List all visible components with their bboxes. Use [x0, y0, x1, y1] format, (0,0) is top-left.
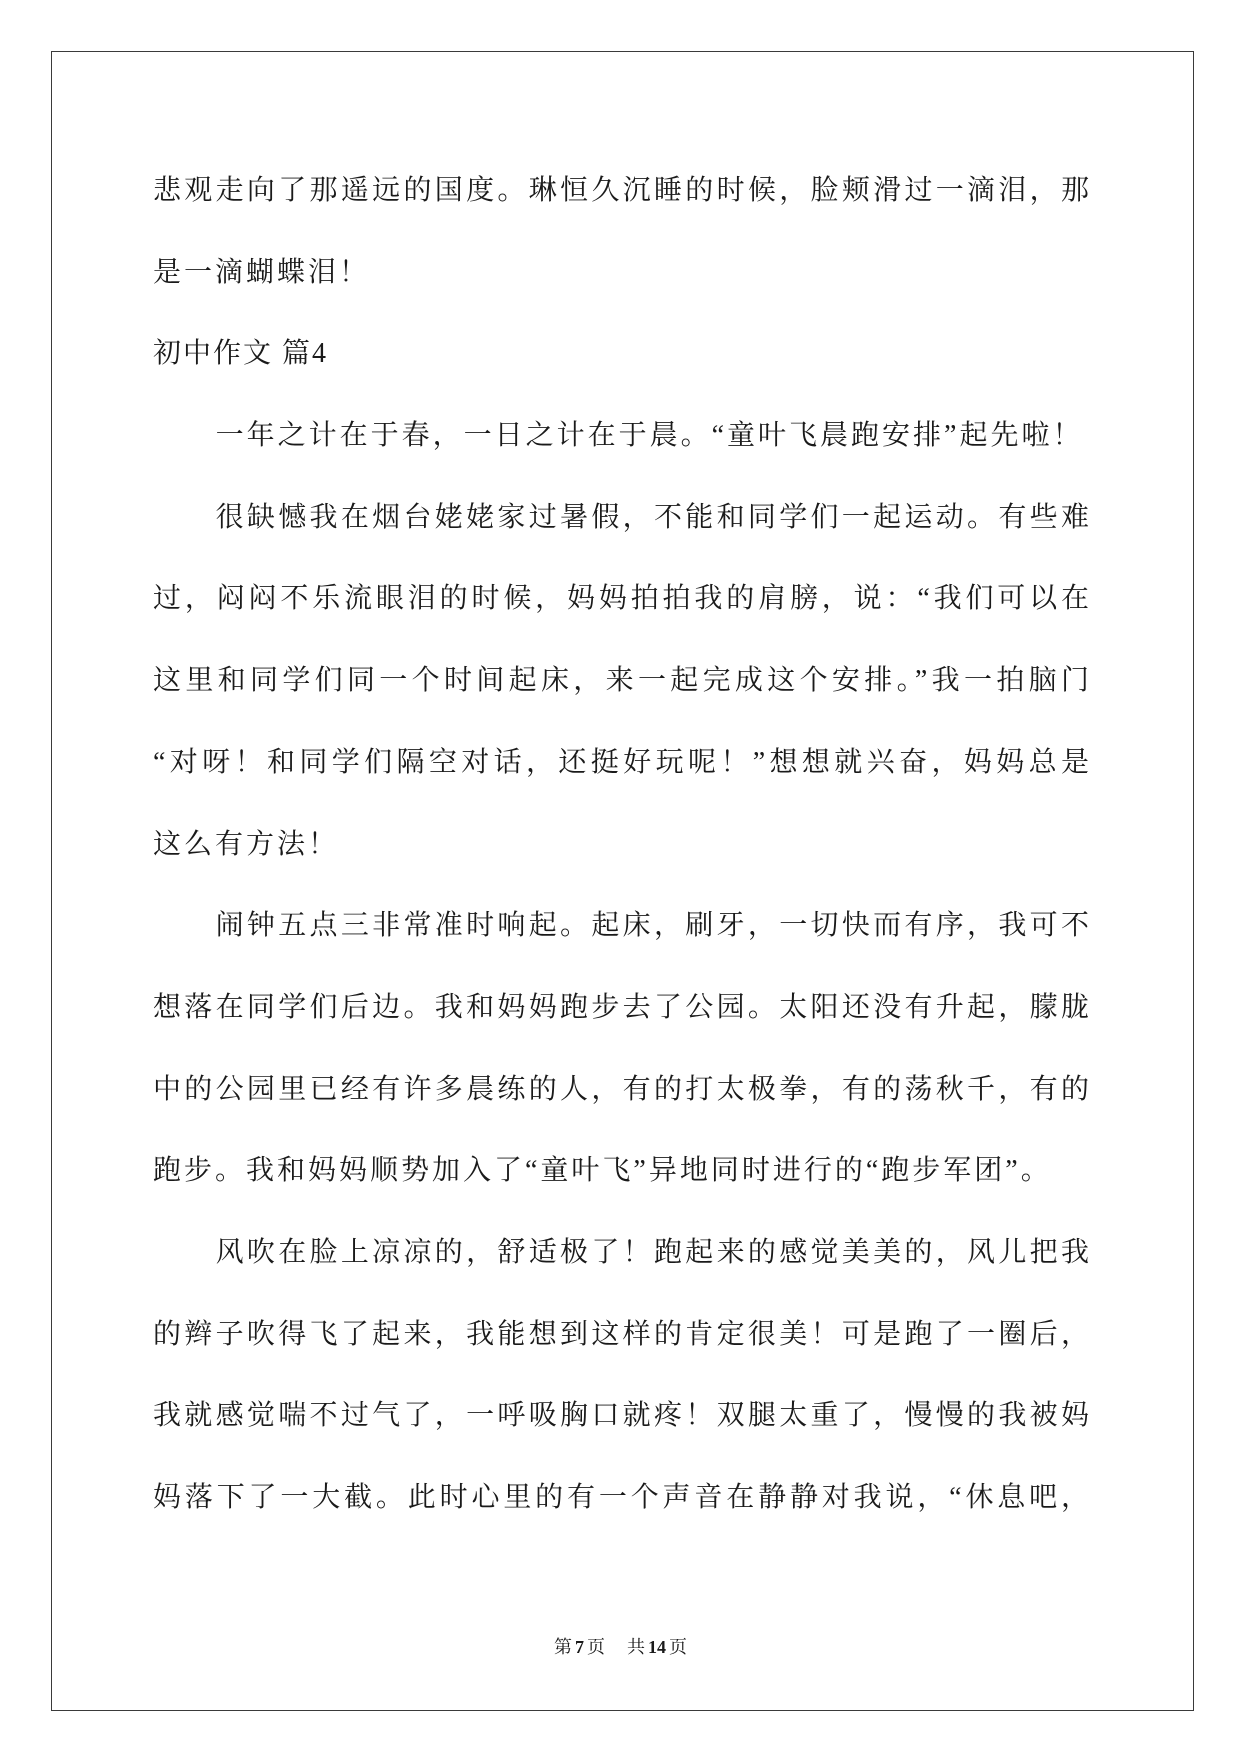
text-line: 这里和同学们同一个时间起床，来一起完成这个安排。”我一拍脑门 — [153, 665, 1092, 697]
total-prefix: 共 — [627, 1637, 645, 1657]
text-line: 跑步。我和妈妈顺势加入了“童叶飞”异地同时进行的“跑步军团”。 — [153, 1155, 1052, 1187]
text-line: 是一滴蝴蝶泪！ — [153, 256, 371, 288]
page-footer — [0, 1635, 1241, 1659]
text-line: 风吹在脸上凉凉的，舒适极了！跑起来的感觉美美的，风儿把我 — [215, 1236, 1092, 1268]
page-suffix: 页 — [587, 1637, 605, 1657]
text-line: 我就感觉喘不过气了，一呼吸胸口就疼！双腿太重了，慢慢的我被妈 — [153, 1400, 1092, 1432]
text-line: “对呀！和同学们隔空对话，还挺好玩呢！”想想就兴奋，妈妈总是 — [153, 746, 1092, 778]
text-line: 中的公园里已经有许多晨练的人，有的打太极拳，有的荡秋千，有的 — [153, 1073, 1092, 1105]
text-line: 想落在同学们后边。我和妈妈跑步去了公园。太阳还没有升起，朦胧 — [153, 991, 1092, 1023]
page-total-label — [627, 1637, 687, 1657]
section-heading: 初中作文 篇4 — [153, 338, 329, 370]
text-line: 妈落下了一大截。此时心里的有一个声音在静静对我说，“休息吧， — [153, 1482, 1092, 1513]
text-line: 很缺憾我在烟台姥姥家过暑假，不能和同学们一起运动。有些难 — [215, 501, 1092, 533]
paragraph — [153, 1212, 1092, 1539]
text-line: 一年之计在于春，一日之计在于晨。“童叶飞晨跑安排”起先啦！ — [215, 420, 1084, 452]
text-line: 的辫子吹得飞了起来，我能想到这样的肯定很美！可是跑了一圈后， — [153, 1318, 1092, 1350]
total-pages: 14 — [648, 1637, 666, 1657]
paragraph-continued — [153, 150, 1092, 313]
document-body — [153, 150, 1092, 1539]
text-line: 过，闷闷不乐流眼泪的时候，妈妈拍拍我的肩膀，说：“我们可以在 — [153, 583, 1092, 615]
page-number: 7 — [575, 1637, 584, 1657]
paragraph — [153, 395, 1092, 477]
total-suffix: 页 — [669, 1637, 687, 1657]
text-line: 这么有方法！ — [153, 828, 340, 860]
page-prefix: 第 — [554, 1637, 572, 1657]
page-number-label — [554, 1637, 605, 1657]
paragraph — [153, 477, 1092, 885]
text-line: 悲观走向了那遥远的国度。琳恒久沉睡的时候，脸颊滑过一滴泪，那 — [153, 175, 1092, 206]
paragraph — [153, 885, 1092, 1212]
text-line: 闹钟五点三非常准时响起。起床，刷牙，一切快而有序，我可不 — [215, 910, 1092, 942]
